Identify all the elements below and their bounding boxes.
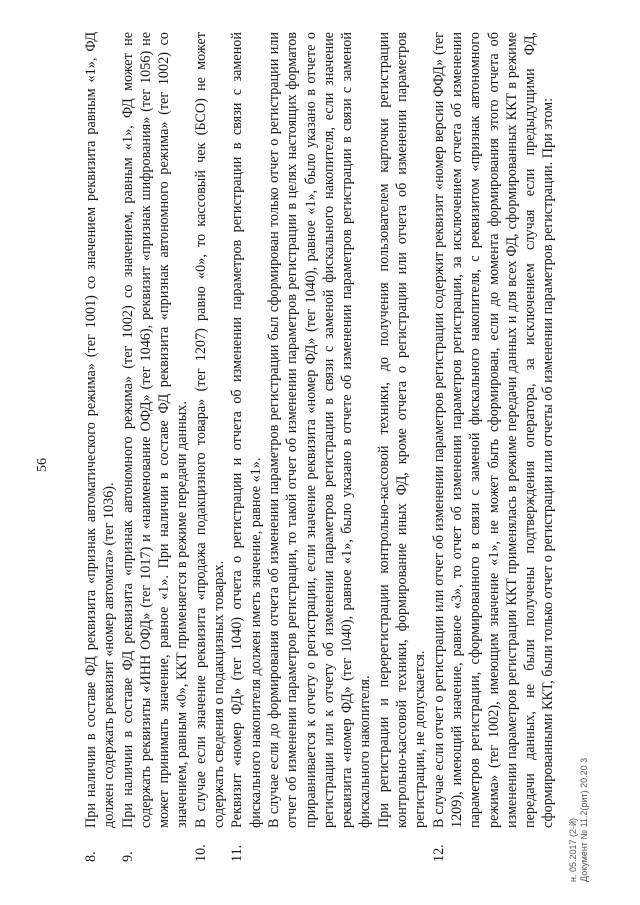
list-item	[119, 32, 192, 862]
item-paragraph: В случае если отчет о регистрации или отчет об изменении параметров регистрации содержит реквизит «номер версии ФФД» (тег 1209), имеющий значение, равное «3», то отчет об изменении параметров регистрации, за исключением отчета об изменении параметров регистрации, сформированного в связи с заменой фискального накопителя, с реквизитом «признак автономного режима» (тег 1002), имеющим значение «1», не может быть сформирован, если до момента формирования этого отчета об изменении параметров регистрации ККТ применялась в режиме передачи данных и для всех ФД, сформированных ККТ в режиме передачи данных, не были получены подтверждения оператора, за исключением случая если предыдущими ФД, сформированными ККТ, были только отчет о регистрации или отчеты об изменении параметров регистрации. При этом:	[430, 32, 557, 828]
item-text	[430, 32, 558, 828]
page-number: 56	[35, 458, 50, 472]
rotated-content	[35, 22, 600, 882]
item-number: 12.	[430, 844, 447, 862]
item-paragraph: При регистрации и перерегистрации контрольно-кассовой техники, до получения пользователем карточки регистрации контрольно-кассовой техники, формирование иных ФД, кроме отчета о регистрации или отчета об изменении параметров регистрации, не допускается.	[375, 32, 429, 828]
item-paragraph: Реквизит «номер ФД» (тег 1040) отчета о регистрации и отчета об изменении параметров регистрации в связи с заменой фискального накопителя должен иметь значение, равное «1».	[229, 32, 264, 828]
item-paragraph: В случае если значение реквизита «продажа подакцизного товара» (тег 1207) равно «0», то кассовый чек (БСО) не может содержать сведения о подакцизных товарах.	[192, 32, 228, 828]
list-item	[430, 32, 558, 862]
item-number: 11.	[229, 844, 246, 862]
list-item	[192, 32, 229, 862]
item-text	[228, 32, 429, 828]
footer-line: н. 05.2017 (2-й)	[568, 817, 578, 882]
footer-stamp	[568, 758, 590, 882]
item-paragraph: При наличии в составе ФД реквизита «признак автономного режима» (тег 1002) со значением, равным «1», ФД может не содержать реквизиты «ИНН ОФД» (тег 1017) и «наименование ОФД» (тег 1046), реквизит «признак шифрования» (тег 1056) не может принимать значение, равное «1». При наличии в составе ФД реквизита «признак автономного режима» (тег 1002) со значением, равным «0», ККТ применяется в режиме передачи данных.	[119, 32, 191, 828]
list-item	[82, 32, 119, 862]
item-text	[119, 32, 192, 828]
item-text	[192, 32, 229, 828]
item-paragraph: При наличии в составе ФД реквизита «признак автоматического режима» (тег 1001) со значением реквизита равным «1», ФД должен содержать реквизит «номер автомата» (тег 1036).	[83, 32, 118, 828]
item-list	[82, 32, 558, 862]
item-text	[82, 32, 119, 828]
item-number: 10.	[192, 844, 209, 862]
item-number: 9.	[119, 851, 136, 862]
list-item	[228, 32, 429, 862]
item-number: 8.	[83, 851, 99, 862]
footer-line: Документ № 11.2(рит) 20.20 3	[579, 757, 589, 882]
item-paragraph: В случае если до формирования отчета об изменении параметров регистрации был сформирован только отчет о регистрации или отчет об изменении параметров регистрации, то такой отчет об изменении параметров регистрации в целях настоящих форматов приравнивается к отчету о регистрации, если значение реквизита «номер ФД» (тег 1040), равное «1», было указано в отчете о регистрации или к отчету об изменении параметров регистрации в связи с заменой фискального накопителя, если значение реквизита «номер ФД» (тег 1040), равное «1», было указано в отчете об изменении параметров регистрации в связи с заменой фискального накопителя.	[265, 32, 374, 828]
